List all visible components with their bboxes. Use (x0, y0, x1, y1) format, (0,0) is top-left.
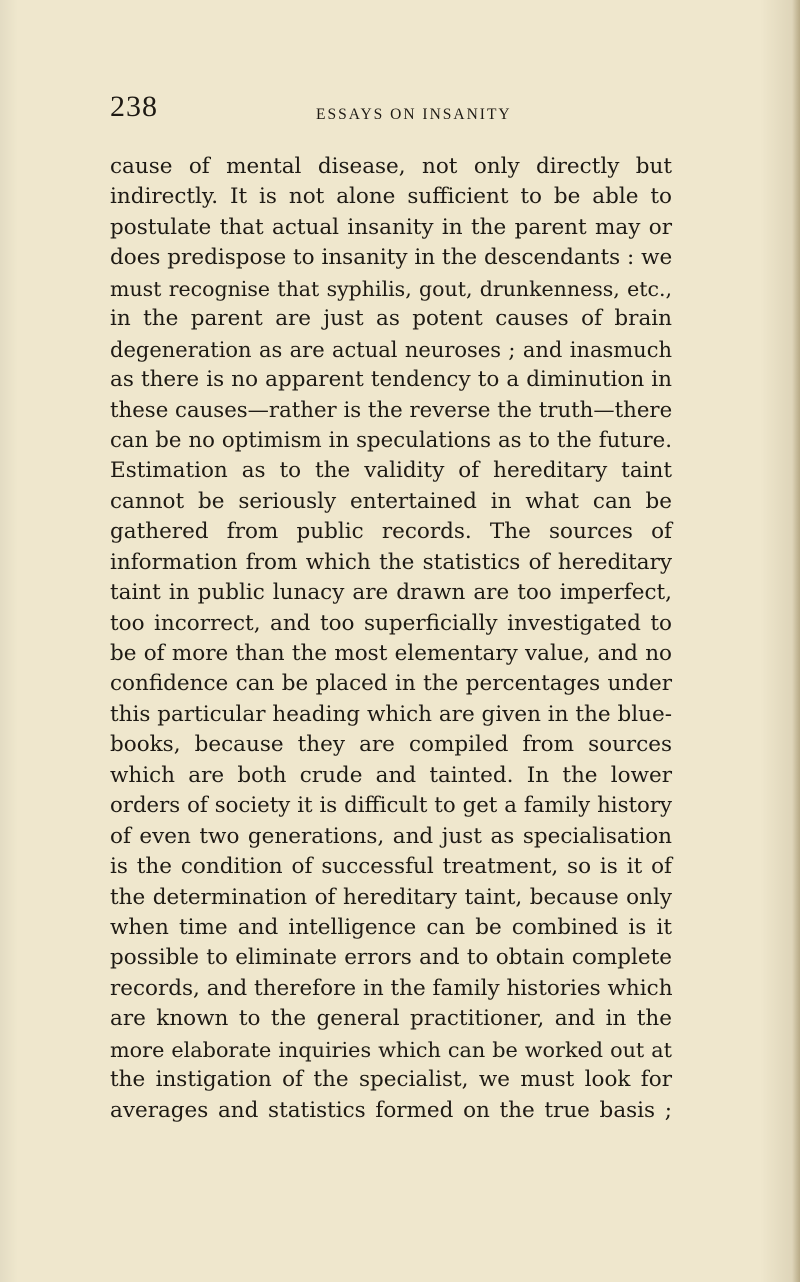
text-line: can be no optimism in speculations as to the future. (110, 427, 672, 453)
page-edge-shadow (792, 0, 800, 1282)
text-line: when time and intelligence can be combined is it (110, 914, 672, 940)
text-line: cause of mental disease, not only directly but (110, 154, 672, 179)
text-line: more elaborate inquiries which can be worked out at (110, 1037, 672, 1062)
page-header (0, 92, 800, 132)
text-line: as there is no apparent tendency to a diminution in (110, 367, 672, 393)
text-line: must recognise that syphilis, gout, drunkenness, etc., (110, 276, 672, 301)
text-line: of even two generations, and just as specialisation (110, 823, 672, 849)
text-line: the determination of hereditary taint, because only (110, 884, 672, 910)
text-line: confidence can be placed in the percentages under (110, 671, 672, 697)
text-line: orders of society it is difficult to get a family history (110, 793, 672, 819)
text-line: degeneration as are actual neuroses ; and inasmuch (110, 337, 672, 362)
body-text (110, 152, 790, 1126)
text-line: cannot be seriously entertained in what can be (110, 488, 672, 514)
text-line: gathered from public records. The sources of (110, 519, 672, 545)
text-line: too incorrect, and too superficially investigated to (110, 610, 672, 636)
text-line: which are both crude and tainted. In the lower (110, 762, 672, 788)
text-line: this particular heading which are given in the blue- (110, 701, 672, 727)
page-number: 238 (110, 90, 158, 123)
text-line: information from which the statistics of hereditary (110, 549, 672, 575)
text-line: Estimation as to the validity of hereditary taint (110, 458, 672, 484)
text-line: are known to the general practitioner, and in the (110, 1006, 672, 1032)
text-line: does predispose to insanity in the descendants : we (110, 245, 673, 271)
text-line: postulate that actual insanity in the parent may or (110, 214, 672, 240)
text-line: these causes—rather is the reverse the truth—there (110, 397, 673, 423)
text-line: averages and statistics formed on the true basis ; (110, 1097, 672, 1123)
text-line: taint in public lunacy are drawn are too imperfect, (110, 580, 672, 606)
text-line: the instigation of the specialist, we must look for (110, 1067, 672, 1093)
text-line: records, and therefore in the family histories which (110, 975, 673, 1001)
text-line: books, because they are compiled from sources (110, 732, 672, 758)
text-line: in the parent are just as potent causes of brain (110, 306, 672, 332)
text-line: is the condition of successful treatment, so is it of (110, 854, 672, 880)
running-head: ESSAYS ON INSANITY (316, 106, 512, 123)
text-line: indirectly. It is not alone sufficient to be able to (110, 184, 672, 210)
text-line: be of more than the most elementary value, and no (110, 641, 672, 666)
text-line: possible to eliminate errors and to obtain complete (110, 945, 672, 971)
